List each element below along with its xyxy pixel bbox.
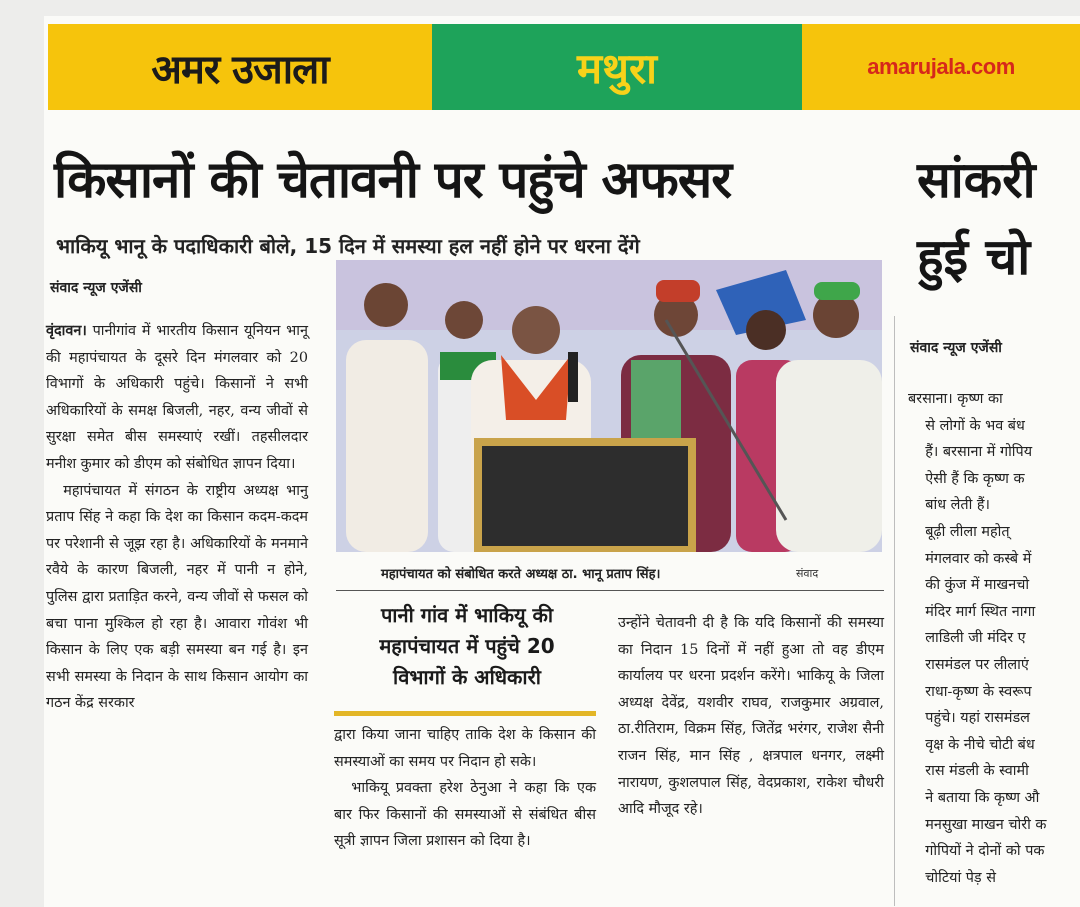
- photo-illustration: [336, 260, 882, 552]
- right-story-line: वृक्ष के नीचे चोटी बंध: [925, 736, 1035, 753]
- masthead-brand: [48, 24, 432, 110]
- right-story-line: लाडिली जी मंदिर ए: [925, 630, 1026, 647]
- right-story-line: बरसाना। कृष्ण का: [908, 391, 1003, 407]
- masthead-site: [802, 24, 1080, 110]
- masthead-city: [432, 24, 802, 110]
- city-name: मथुरा: [576, 43, 657, 93]
- photo-caption: महापंचायत को संबोधित करते अध्यक्ष ठा. भानू प्रताप सिंह।: [381, 567, 661, 582]
- dateline: वृंदावन।: [46, 322, 87, 339]
- right-story-line: हैं। बरसाना में गोपिय: [925, 444, 1033, 461]
- highlight-line: पानी गांव में भाकियू की: [380, 603, 554, 627]
- paragraph: उन्होंने चेतावनी दी है कि यदि किसानों की समस्या का निदान 15 दिनों में नहीं हुआ तो वह डीएम कार्यालय पर धरना प्रदर्शन करेंगे। भाकियू के जिला अध्यक्ष देवेंद्र, यशवीर राघव, राजकुमार अग्रवाल, ठा.रीतिराम, विक्रम सिंह, जितेंद्र भरंगर, राजेश सैनी राजन सिंह, मान सिंह , क्षत्रपाल धनगर, लक्ष्मी नारायण, कुशलपाल सिंह, वेदप्रकाश, राकेश चौधरी आदि मौजूद रहे।: [618, 615, 884, 818]
- paragraph: भाकियू प्रवक्ता हरेश ठेनुआ ने कहा कि एक बार फिर किसानों की समस्याओं से संबंधित बीस सूत्री ज्ञापन जिला प्रशासन को दिया है।: [334, 780, 596, 850]
- paragraph-text: पानीगांव में भारतीय किसान यूनियन भानू की महापंचायत के दूसरे दिन मंगलवार को 20 विभागों के अधिकारी पहुंचे। किसानों ने सभी अधिकारियों के समक्ष बिजली, नहर, वन्य जीवों से सुरक्षा समेत बीस समस्याएं रखीं। तहसीलदार मनीश कुमार को डीएम को संबोधित ज्ञापन दिया।: [46, 323, 308, 472]
- highlight-line: महापंचायत में पहुंचे 20: [379, 634, 555, 658]
- site-url: amarujala.com: [867, 54, 1015, 79]
- photo-credit: संवाद: [796, 567, 819, 580]
- right-story-line: मनसुखा माखन चोरी क: [925, 816, 1047, 833]
- right-story-line: रास मंडली के स्वामी: [925, 763, 1029, 780]
- right-story-line: गोपियों ने दोनों को पक: [925, 843, 1045, 860]
- right-story-line: मंदिर मार्ग स्थित नागा: [925, 603, 1036, 620]
- column-divider: [894, 316, 895, 906]
- right-story-column: [908, 386, 1080, 891]
- masthead: [48, 24, 1080, 110]
- right-story-byline: संवाद न्यूज एजेंसी: [910, 340, 1002, 356]
- brand-logo-text: अमर उजाला: [151, 45, 329, 93]
- highlight-box: [334, 600, 600, 710]
- highlight-line: विभागों के अधिकारी: [393, 665, 541, 689]
- right-story-line: से लोगों के भव बंध: [925, 417, 1025, 434]
- article-column-2: [334, 722, 596, 855]
- right-story-line: मंगलवार को कस्बे में: [925, 550, 1032, 567]
- main-headline: किसानों की चेतावनी पर पहुंचे अफसर: [54, 151, 732, 210]
- right-story-line: रासमंडल पर लीलाएं: [925, 656, 1029, 673]
- newspaper-clipping: [44, 16, 1080, 907]
- right-story-line: राधा-कृष्ण के स्वरूप: [925, 683, 1032, 700]
- caption-divider: [336, 590, 884, 591]
- right-story-line: बूढ़ी लीला महोत्: [925, 523, 1010, 540]
- right-story-headline-line1: सांकरी: [917, 151, 1036, 209]
- right-story-line: चोटियां पेड़ से: [925, 869, 996, 886]
- right-story-line: की कुंज में माखनचो: [925, 577, 1030, 594]
- article-column-3: [618, 610, 884, 823]
- right-story-headline-line2: हुई चो: [917, 228, 1031, 286]
- sub-headline: भाकियू भानू के पदाधिकारी बोले, 15 दिन में समस्या हल नहीं होने पर धरना देंगे: [56, 234, 640, 258]
- paragraph: द्वारा किया जाना चाहिए ताकि देश के किसान की समस्याओं का समय पर निदान हो सके।: [334, 727, 596, 770]
- right-story-line: ने बताया कि कृष्ण औ: [925, 789, 1040, 806]
- paragraph: महापंचायत में संगठन के राष्ट्रीय अध्यक्ष भानु प्रताप सिंह ने कहा कि देश का किसान कदम-कदम पर परेशानी से जूझ रहा है। अधिकारियों के मनमाने रवैये के कारण बिजली, नहर में पानी न होने, पुलिस द्वारा प्रताड़ित करने, वन्य जीवों से फसल को बचा पाना मुश्किल हो रहा है। आवारा गोवंश भी किसान के लिए एक बड़ी समस्या बन गई है। इन सभी समस्या के निदान के साथ किसान आयोग का गठन केंद्र सरकार: [46, 482, 308, 712]
- right-story-line: बांध लेती हैं।: [925, 497, 990, 514]
- right-story-line: ऐसी हैं कि कृष्ण क: [925, 470, 1025, 487]
- page-margin-top: [0, 0, 1080, 16]
- paragraph: [46, 318, 308, 478]
- article-column-1: [46, 318, 308, 717]
- right-story-line: पहुंचे। यहां रासमंडल: [925, 710, 1030, 727]
- highlight-underline: [334, 711, 596, 716]
- news-photo: [336, 260, 882, 552]
- byline: संवाद न्यूज एजेंसी: [50, 280, 142, 296]
- page-margin-left: [0, 0, 44, 907]
